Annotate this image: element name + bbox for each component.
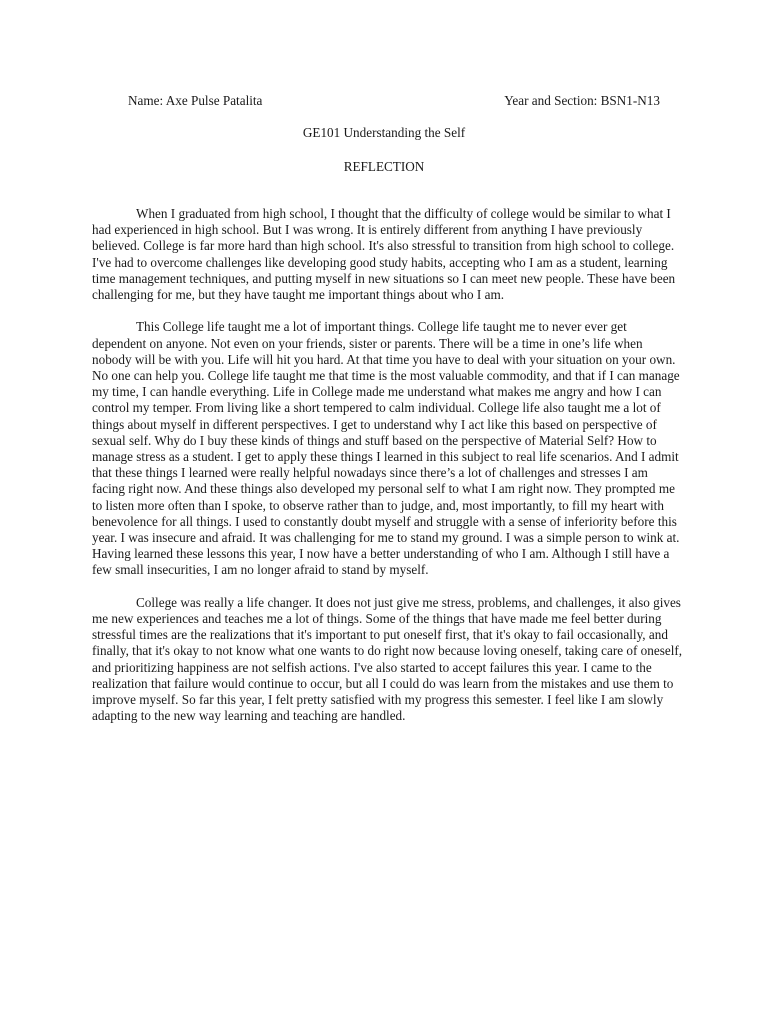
document-title: REFLECTION [343, 159, 425, 174]
header-row [128, 92, 660, 110]
paragraph-1: When I graduated from high school, I thought that the difficulty of college would be similar to what I had experienced in high school. But I was wrong. It is entirely different from anything I have previously believed. College is far more hard than high school. It's also stressful to transition from high school to college. I've had to overcome challenges like developing good study habits, accepting who I am as a student, learning time management techniques, and putting myself in new situations so I can meet new people. These have been challenging for me, but they have taught me important things about who I am. [92, 206, 676, 303]
paragraph-3: College was really a life changer. It does not just give me stress, problems, and challenges, it also gives me new experiences and teaches me a lot of things. Some of the things that have made me feel better during stressful times are the realizations that it's important to put oneself first, that it's okay to fail occasionally, and finally, that it's okay to not know what one wants to do right now because loving oneself, taking care of oneself, and prioritizing happiness are not selfish actions. I've also started to accept failures this year. I came to the realization that failure would continue to occur, but all I could do was learn from the mistakes and use them to improve myself. So far this year, I felt pretty satisfied with my progress this semester. I feel like I am slowly adapting to the new way learning and teaching are handled. [92, 594, 683, 724]
student-name: Name: Axe Pulse Patalita [128, 93, 263, 108]
course-title: GE101 Understanding the Self [302, 125, 466, 140]
document-body [92, 206, 684, 741]
year-and-section: Year and Section: BSN1-N13 [504, 93, 660, 108]
paragraph-2: This College life taught me a lot of important things. College life taught me to never ever get dependent on anyone. Not even on your friends, sister or parents. There will be a time in one’s life when nobody will be with you. Life will hit you hard. At that time you have to deal with your situation on your own. No one can help you. College life taught me that time is the most valuable commodity, and that if I can manage my time, I can handle everything. Life in College made me understand what makes me angry and how I can control my temper. From living like a short tempered to calm individual. College life also taught me a lot of things about myself in different perspectives. I get to understand why I act like this based on perspective of sexual self. Why do I buy these kinds of things and stuff based on the perspective of Material Self? How to manage stress as a student. I get to apply these things I learned in this subject to real life scenarios. And I admit that these things I learned were really helpful nowadays since there’s a lot of challenges and stresses I am facing right now. And these things also developed my personal self to what I am right now. They prompted me to listen more often than I spoke, to observe rather than to judge, and, most importantly, to fill my heart with benevolence for all things. I used to constantly doubt myself and struggle with a sense of inferiority before this year. I was insecure and afraid. It was challenging for me to stand my ground. I was a simple person to wink at. Having learned these lessons this year, I now have a better understanding of who I am. Although I still have a few small insecurities, I am no longer afraid to stand by myself. [92, 319, 680, 578]
